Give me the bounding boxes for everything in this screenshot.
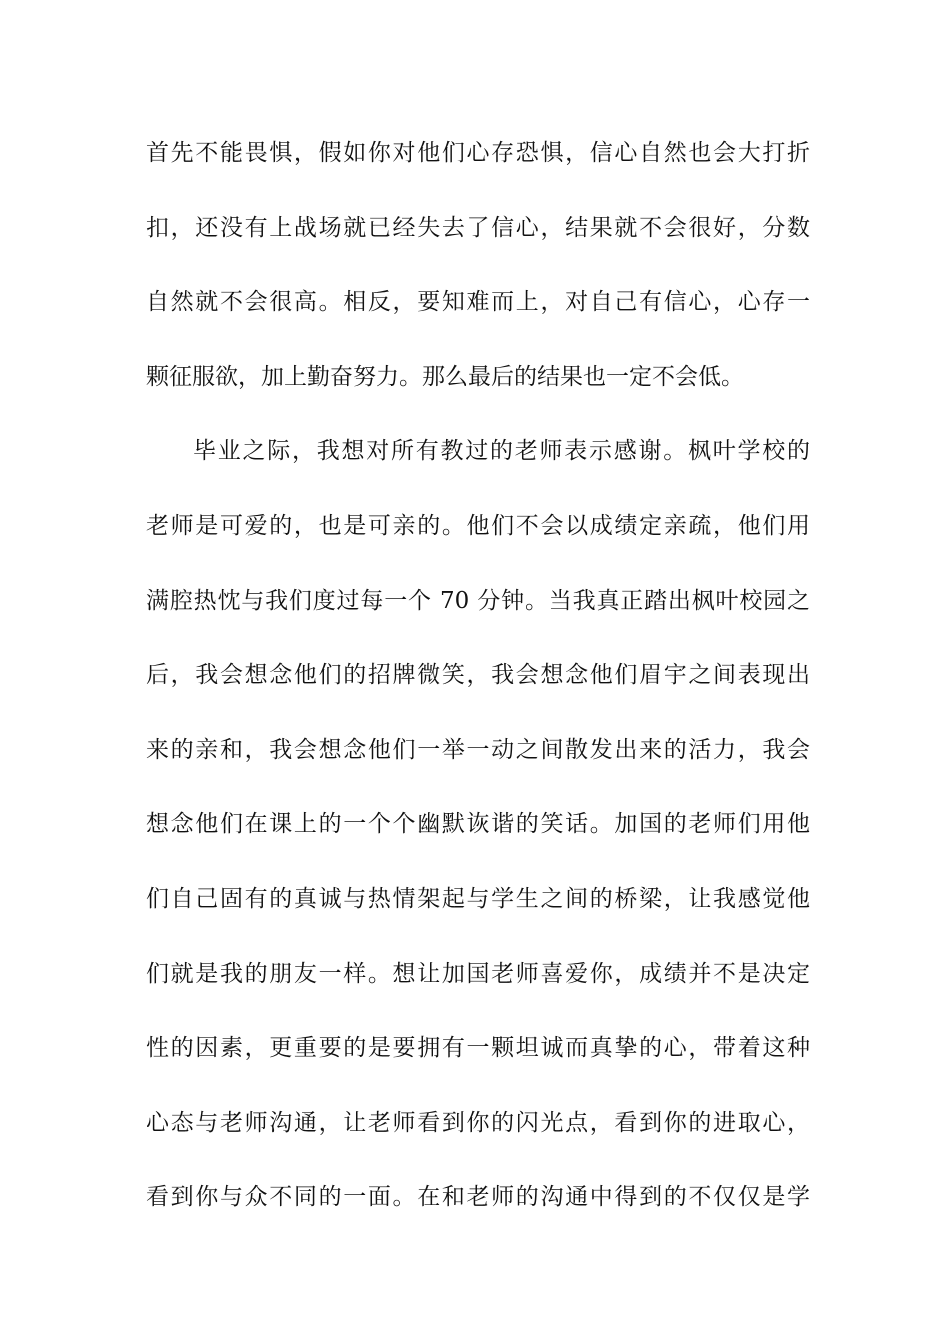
paragraph-first-line: 毕业之际，我想对所有教过的老师表示感谢。枫叶学校的	[193, 438, 810, 465]
text-line: 自然就不会很高。相反，要知难而上，对自己有信心，心存一	[146, 289, 810, 316]
text-line: 老师是可爱的，也是可亲的。他们不会以成绩定亲疏，他们用	[146, 512, 810, 539]
text-line: 想念他们在课上的一个个幽默诙谐的笑话。加国的老师们用他	[146, 811, 810, 838]
text-line: 们自己固有的真诚与热情架起与学生之间的桥梁，让我感觉他	[146, 885, 810, 912]
body-text	[146, 130, 810, 1249]
text-line: 看到你与众不同的一面。在和老师的沟通中得到的不仅仅是学	[146, 1184, 810, 1211]
text-line: 性的因素，更重要的是要拥有一颗坦诚而真挚的心，带着这种	[146, 1035, 810, 1062]
text-line: 心态与老师沟通，让老师看到你的闪光点，看到你的进取心，	[146, 1109, 810, 1136]
text-line: 颗征服欲，加上勤奋努力。那么最后的结果也一定不会低。	[146, 363, 744, 390]
text-line: 首先不能畏惧，假如你对他们心存恐惧，信心自然也会大打折	[146, 140, 810, 166]
text-line: 来的亲和，我会想念他们一举一动之间散发出来的活力，我会	[146, 736, 810, 763]
text-line: 后，我会想念他们的招牌微笑，我会想念他们眉宇之间表现出	[146, 662, 810, 689]
text-line: 扣，还没有上战场就已经失去了信心，结果就不会很好，分数	[146, 214, 810, 241]
text-line: 们就是我的朋友一样。想让加国老师喜爱你，成绩并不是决定	[146, 960, 810, 987]
text-line: 满腔热忱与我们度过每一个 70 分钟。当我真正踏出枫叶校园之	[146, 587, 810, 614]
